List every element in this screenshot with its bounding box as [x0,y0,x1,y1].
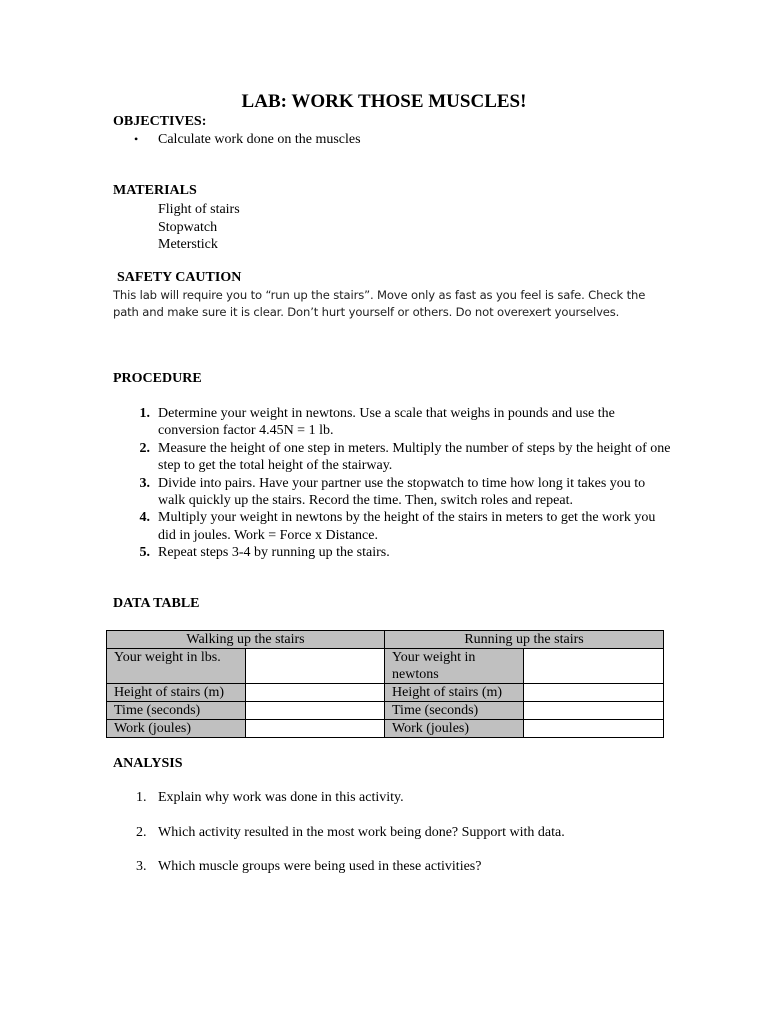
question-number: 2. [136,825,147,840]
objective-item: Calculate work done on the muscles [158,132,361,147]
run-label-cell: Work (joules) [385,720,524,738]
walk-label-cell: Time (seconds) [107,702,246,720]
procedure-step [113,509,673,544]
step-text: Measure the height of one step in meters. Multiply the number of steps by the height of one step to get the total height of the stairway. [158,440,671,474]
walk-label-cell: Height of stairs (m) [107,684,246,702]
step-number: 4. [139,510,150,526]
step-text: Multiply your weight in newtons by the height of the stairs in meters to get the work you did in joules. Work = Force x Distance. [158,510,656,543]
procedure-step [113,544,673,561]
question-text: Which activity resulted in the most work being done? Support with data. [158,825,565,840]
run-value-cell[interactable] [524,720,664,738]
safety-heading: SAFETY CAUTION [117,270,242,285]
question-text: Explain why work was done in this activity. [158,790,404,805]
table-header-row [107,631,664,649]
material-item: Stopwatch [158,219,218,235]
procedure-step [113,405,673,440]
table-row [107,702,664,720]
walk-value-cell[interactable] [246,702,385,720]
run-value-cell[interactable] [524,649,664,684]
walk-value-cell[interactable] [246,649,385,684]
walk-label-cell: Your weight in lbs. [107,649,246,684]
question-text: Which muscle groups were being used in these activities? [158,859,482,874]
running-header: Running up the stairs [385,631,664,649]
material-item: Flight of stairs [158,202,240,217]
data-table-heading: DATA TABLE [113,596,200,611]
step-number: 2. [139,440,150,456]
step-text: Repeat steps 3-4 by running up the stairs. [158,545,390,561]
procedure-step [113,475,673,510]
safety-text: This lab will require you to “run up the stairs”. Move only as fast as you feel is safe. Check the path and make sure it is clear. Don’t hurt yourself or others. Do not overexert yourselves. [113,288,646,319]
table-row [107,649,664,684]
materials-heading: MATERIALS [113,183,197,198]
step-number: 3. [139,475,150,491]
step-number: 1. [139,406,150,421]
objectives-heading: OBJECTIVES: [113,114,207,129]
procedure-step [113,440,673,475]
run-label-cell: Time (seconds) [385,702,524,720]
analysis-heading: ANALYSIS [113,756,183,771]
run-label-cell: Height of stairs (m) [385,684,524,702]
walk-value-cell[interactable] [246,684,385,702]
question-number: 3. [136,859,147,874]
step-number: 5. [139,545,150,561]
walking-header: Walking up the stairs [107,631,385,649]
data-table [106,630,664,738]
table-row [107,720,664,738]
run-label-cell: Your weight in newtons [385,649,524,684]
table-row [107,684,664,702]
walk-value-cell[interactable] [246,720,385,738]
page-title: LAB: WORK THOSE MUSCLES! [241,91,527,112]
question-number: 1. [136,790,147,805]
step-text: Determine your weight in newtons. Use a scale that weighs in pounds and use the conversion factor 4.45N = 1 lb. [158,406,615,439]
bullet-icon: • [134,132,139,146]
material-item: Meterstick [158,237,218,252]
procedure-heading: PROCEDURE [113,371,202,386]
run-value-cell[interactable] [524,684,664,702]
walk-label-cell: Work (joules) [107,720,246,738]
step-text: Divide into pairs. Have your partner use the stopwatch to time how long it takes you to walk quickly up the stairs. Record the time. Then, switch roles and repeat. [158,475,646,509]
procedure-list [113,405,673,562]
run-value-cell[interactable] [524,702,664,720]
